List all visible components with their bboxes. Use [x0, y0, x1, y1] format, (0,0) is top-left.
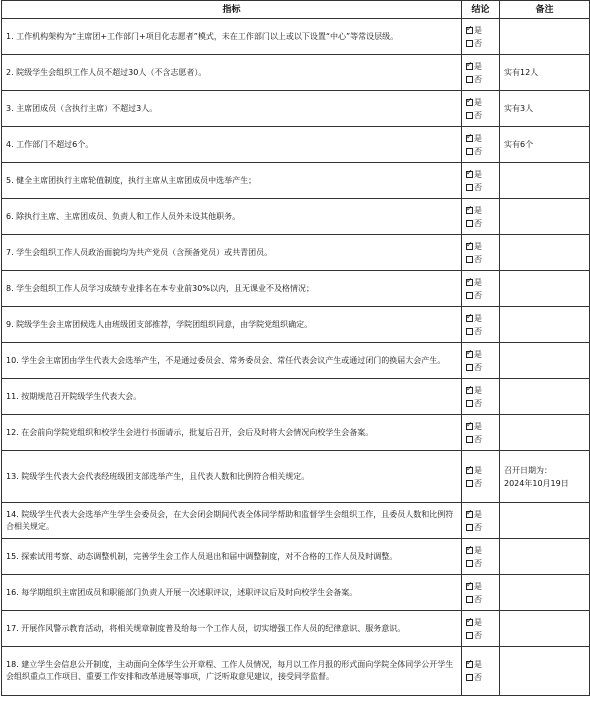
- option-label: 否: [474, 522, 482, 532]
- option-no[interactable]: [466, 671, 497, 684]
- option-yes[interactable]: [466, 384, 497, 397]
- option-label: 是: [474, 205, 482, 215]
- remark-cell: [500, 91, 590, 127]
- remark-text: 实有3人: [504, 104, 534, 113]
- checklist-table: [1, 0, 590, 696]
- option-yes[interactable]: [466, 240, 497, 253]
- checkbox-icon[interactable]: [466, 112, 473, 119]
- option-label: 否: [474, 146, 482, 156]
- checkbox-icon[interactable]: [466, 184, 473, 191]
- checked-box-icon[interactable]: [466, 63, 473, 70]
- indicator-text: 6. 除执行主席、主席团成员、负责人和工作人员外未设其他职务。: [2, 199, 462, 235]
- remark-cell: [500, 343, 590, 379]
- checked-box-icon[interactable]: [466, 351, 473, 358]
- checkbox-icon[interactable]: [466, 480, 473, 487]
- option-label: 是: [474, 277, 482, 287]
- conclusion-cell: [462, 611, 500, 647]
- option-no[interactable]: [466, 253, 497, 266]
- indicator-text: 18. 建立学生会信息公开制度，主动面向全体学生公开章程、工作人员情况，每月以工作月报的形式面向学院全体同学公开学生会组织重点工作项目、重要工作安排和改革进展等事项，广泛听取意见建议，接受同学监督。: [2, 647, 462, 696]
- conclusion-cell: [462, 235, 500, 271]
- checkbox-icon[interactable]: [466, 674, 473, 681]
- checked-box-icon[interactable]: [466, 467, 473, 474]
- remark-cell: [500, 647, 590, 696]
- conclusion-cell: [462, 647, 500, 696]
- option-no[interactable]: [466, 629, 497, 642]
- checkbox-icon[interactable]: [466, 632, 473, 639]
- remark-cell: [500, 235, 590, 271]
- option-label: 是: [474, 509, 482, 519]
- option-label: 否: [474, 594, 482, 604]
- option-no[interactable]: [466, 325, 497, 338]
- option-label: 否: [474, 326, 482, 336]
- remark-cell: [500, 55, 590, 91]
- option-no[interactable]: [466, 145, 497, 158]
- checkbox-icon[interactable]: [466, 40, 473, 47]
- table-row: [2, 379, 590, 415]
- indicator-text: 17. 开展作风警示教育活动，将相关规章制度普及给每一个工作人员，切实增强工作人员的纪律意识、服务意识。: [2, 611, 462, 647]
- checkbox-icon[interactable]: [466, 328, 473, 335]
- checkbox-icon[interactable]: [466, 596, 473, 603]
- option-label: 否: [474, 290, 482, 300]
- option-yes[interactable]: [466, 276, 497, 289]
- header-conclusion: 结论: [462, 1, 500, 19]
- option-no[interactable]: [466, 361, 497, 374]
- checked-box-icon[interactable]: [466, 619, 473, 626]
- option-label: 是: [474, 133, 482, 143]
- table-row: [2, 55, 590, 91]
- table-row: [2, 19, 590, 55]
- option-label: 否: [474, 182, 482, 192]
- checked-box-icon[interactable]: [466, 207, 473, 214]
- option-label: 是: [474, 241, 482, 251]
- conclusion-cell: [462, 575, 500, 611]
- option-label: 否: [474, 362, 482, 372]
- remark-cell: [500, 199, 590, 235]
- remark-cell: [500, 575, 590, 611]
- checkbox-icon[interactable]: [466, 560, 473, 567]
- remark-text: 实有6个: [504, 140, 534, 149]
- conclusion-cell: [462, 55, 500, 91]
- conclusion-cell: [462, 379, 500, 415]
- indicator-text: 13. 院级学生代表大会代表经班级团支部选举产生，且代表人数和比例符合相关规定。: [2, 451, 462, 503]
- checked-box-icon[interactable]: [466, 99, 473, 106]
- header-indicator: 指标: [2, 1, 462, 19]
- indicator-text: 5. 健全主席团执行主席轮值制度，执行主席从主席团成员中选举产生；: [2, 163, 462, 199]
- checkbox-icon[interactable]: [466, 436, 473, 443]
- option-label: 是: [474, 385, 482, 395]
- option-yes[interactable]: [466, 204, 497, 217]
- table-row: [2, 307, 590, 343]
- conclusion-cell: [462, 503, 500, 539]
- checkbox-icon[interactable]: [466, 400, 473, 407]
- table-row: [2, 91, 590, 127]
- checkbox-icon[interactable]: [466, 364, 473, 371]
- option-label: 是: [474, 421, 482, 431]
- option-yes[interactable]: [466, 312, 497, 325]
- conclusion-cell: [462, 415, 500, 451]
- indicator-text: 7. 学生会组织工作人员政治面貌均为共产党员（含预备党员）或共青团员。: [2, 235, 462, 271]
- remark-text: 实有12人: [504, 68, 539, 77]
- option-label: 否: [474, 398, 482, 408]
- remark-cell: [500, 271, 590, 307]
- option-yes[interactable]: [466, 508, 497, 521]
- option-no[interactable]: [466, 477, 497, 490]
- checkbox-icon[interactable]: [466, 76, 473, 83]
- option-yes[interactable]: [466, 24, 497, 37]
- checked-box-icon[interactable]: [466, 243, 473, 250]
- checked-box-icon[interactable]: [466, 547, 473, 554]
- indicator-text: 14. 院级学生代表大会选举产生学生会委员会，在大会闭会期间代表全体同学帮助和监督学生会组织工作，且委员人数和比例符合相关规定。: [2, 503, 462, 539]
- option-label: 是: [474, 660, 482, 669]
- indicator-text: 16. 每学期组织主席团成员和职能部门负责人开展一次述职评议，述职评议后及时向校学生会备案。: [2, 575, 462, 611]
- checked-box-icon[interactable]: [466, 171, 473, 178]
- indicator-text: 12. 在会前向学院党组织和校学生会进行书面请示，批复后召开，会后及时将大会情况向校学生会备案。: [2, 415, 462, 451]
- option-label: 否: [474, 74, 482, 84]
- remark-cell: [500, 503, 590, 539]
- conclusion-cell: [462, 271, 500, 307]
- option-label: 是: [474, 25, 482, 35]
- remark-cell: [500, 415, 590, 451]
- checked-box-icon[interactable]: [466, 511, 473, 518]
- conclusion-cell: [462, 539, 500, 575]
- option-no[interactable]: [466, 109, 497, 122]
- table-row: [2, 611, 590, 647]
- option-yes[interactable]: [466, 544, 497, 557]
- option-label: 否: [474, 558, 482, 568]
- option-yes[interactable]: [466, 132, 497, 145]
- header-row: [2, 1, 590, 19]
- checkbox-icon[interactable]: [466, 148, 473, 155]
- option-yes[interactable]: [466, 580, 497, 593]
- checked-box-icon[interactable]: [466, 583, 473, 590]
- option-label: 否: [474, 434, 482, 444]
- remark-cell: [500, 19, 590, 55]
- conclusion-cell: [462, 127, 500, 163]
- option-no[interactable]: [466, 557, 497, 570]
- option-label: 是: [474, 617, 482, 627]
- remark-cell: [500, 307, 590, 343]
- remark-text: 2024年10月19日: [504, 478, 569, 488]
- checkbox-icon[interactable]: [466, 524, 473, 531]
- option-label: 否: [474, 673, 482, 682]
- option-no[interactable]: [466, 397, 497, 410]
- table-row: [2, 271, 590, 307]
- remark-cell: [500, 451, 590, 503]
- option-yes[interactable]: [466, 420, 497, 433]
- remark-cell: [500, 379, 590, 415]
- table-row: [2, 343, 590, 379]
- table-row: [2, 199, 590, 235]
- conclusion-cell: [462, 343, 500, 379]
- conclusion-cell: [462, 19, 500, 55]
- checked-box-icon[interactable]: [466, 27, 473, 34]
- option-label: 是: [474, 545, 482, 555]
- indicator-text: 4. 工作部门不超过6个。: [2, 127, 462, 163]
- remark-cell: [500, 611, 590, 647]
- option-yes[interactable]: [466, 348, 497, 361]
- option-no[interactable]: [466, 217, 497, 230]
- header-remark: 备注: [500, 1, 590, 19]
- checked-box-icon[interactable]: [466, 315, 473, 322]
- indicator-text: 3. 主席团成员（含执行主席）不超过3人。: [2, 91, 462, 127]
- option-yes[interactable]: [466, 168, 497, 181]
- indicator-text: 8. 学生会组织工作人员学习成绩专业排名在本专业前30%以内，且无课业不及格情况；: [2, 271, 462, 307]
- option-label: 是: [474, 97, 482, 107]
- option-label: 是: [474, 61, 482, 71]
- option-no[interactable]: [466, 521, 497, 534]
- option-no[interactable]: [466, 433, 497, 446]
- table-row: [2, 235, 590, 271]
- option-label: 否: [474, 218, 482, 228]
- option-label: 否: [474, 110, 482, 120]
- table-row: [2, 451, 590, 503]
- checkbox-icon[interactable]: [466, 292, 473, 299]
- conclusion-cell: [462, 199, 500, 235]
- checked-box-icon[interactable]: [466, 661, 473, 668]
- table-row: [2, 647, 590, 696]
- remark-text: 召开日期为：: [504, 465, 552, 475]
- remark-cell: [500, 539, 590, 575]
- option-yes[interactable]: [466, 616, 497, 629]
- indicator-text: 15. 探索试用考察、动态调整机制，完善学生会工作人员退出和届中调整制度，对不合格的工作人员及时调整。: [2, 539, 462, 575]
- option-label: 是: [474, 313, 482, 323]
- indicator-text: 11. 按期规范召开院级学生代表大会。: [2, 379, 462, 415]
- option-label: 是: [474, 581, 482, 591]
- conclusion-cell: [462, 451, 500, 503]
- indicator-text: 9. 院级学生会主席团候选人由班级团支部推荐，学院团组织同意，由学院党组织确定。: [2, 307, 462, 343]
- option-label: 是: [474, 349, 482, 359]
- remark-cell: [500, 127, 590, 163]
- indicator-text: 1. 工作机构架构为“主席团+工作部门+项目化志愿者”模式，未在工作部门以上或以下设置“中心”等常设层级。: [2, 19, 462, 55]
- option-label: 否: [474, 38, 482, 48]
- option-no[interactable]: [466, 593, 497, 606]
- option-yes[interactable]: [466, 464, 497, 477]
- table-row: [2, 575, 590, 611]
- table-row: [2, 539, 590, 575]
- conclusion-cell: [462, 91, 500, 127]
- conclusion-cell: [462, 163, 500, 199]
- conclusion-cell: [462, 307, 500, 343]
- indicator-text: 2. 院级学生会组织工作人员不超过30人（不含志愿者）。: [2, 55, 462, 91]
- option-no[interactable]: [466, 289, 497, 302]
- table-row: [2, 127, 590, 163]
- option-yes[interactable]: [466, 60, 497, 73]
- option-no[interactable]: [466, 73, 497, 86]
- checkbox-icon[interactable]: [466, 256, 473, 263]
- option-label: 否: [474, 630, 482, 640]
- remark-cell: [500, 163, 590, 199]
- option-no[interactable]: [466, 37, 497, 50]
- option-label: 是: [474, 465, 482, 475]
- option-label: 否: [474, 254, 482, 264]
- option-yes[interactable]: [466, 658, 497, 671]
- checked-box-icon[interactable]: [466, 387, 473, 394]
- option-no[interactable]: [466, 181, 497, 194]
- checked-box-icon[interactable]: [466, 279, 473, 286]
- checkbox-icon[interactable]: [466, 220, 473, 227]
- option-label: 否: [474, 478, 482, 488]
- table-row: [2, 415, 590, 451]
- table-row: [2, 503, 590, 539]
- checked-box-icon[interactable]: [466, 423, 473, 430]
- table-row: [2, 163, 590, 199]
- indicator-text: 10. 学生会主席团由学生代表大会选举产生，不是通过委员会、常务委员会、常任代表会议产生或通过闭门的换届大会产生。: [2, 343, 462, 379]
- option-yes[interactable]: [466, 96, 497, 109]
- checked-box-icon[interactable]: [466, 135, 473, 142]
- option-label: 是: [474, 169, 482, 179]
